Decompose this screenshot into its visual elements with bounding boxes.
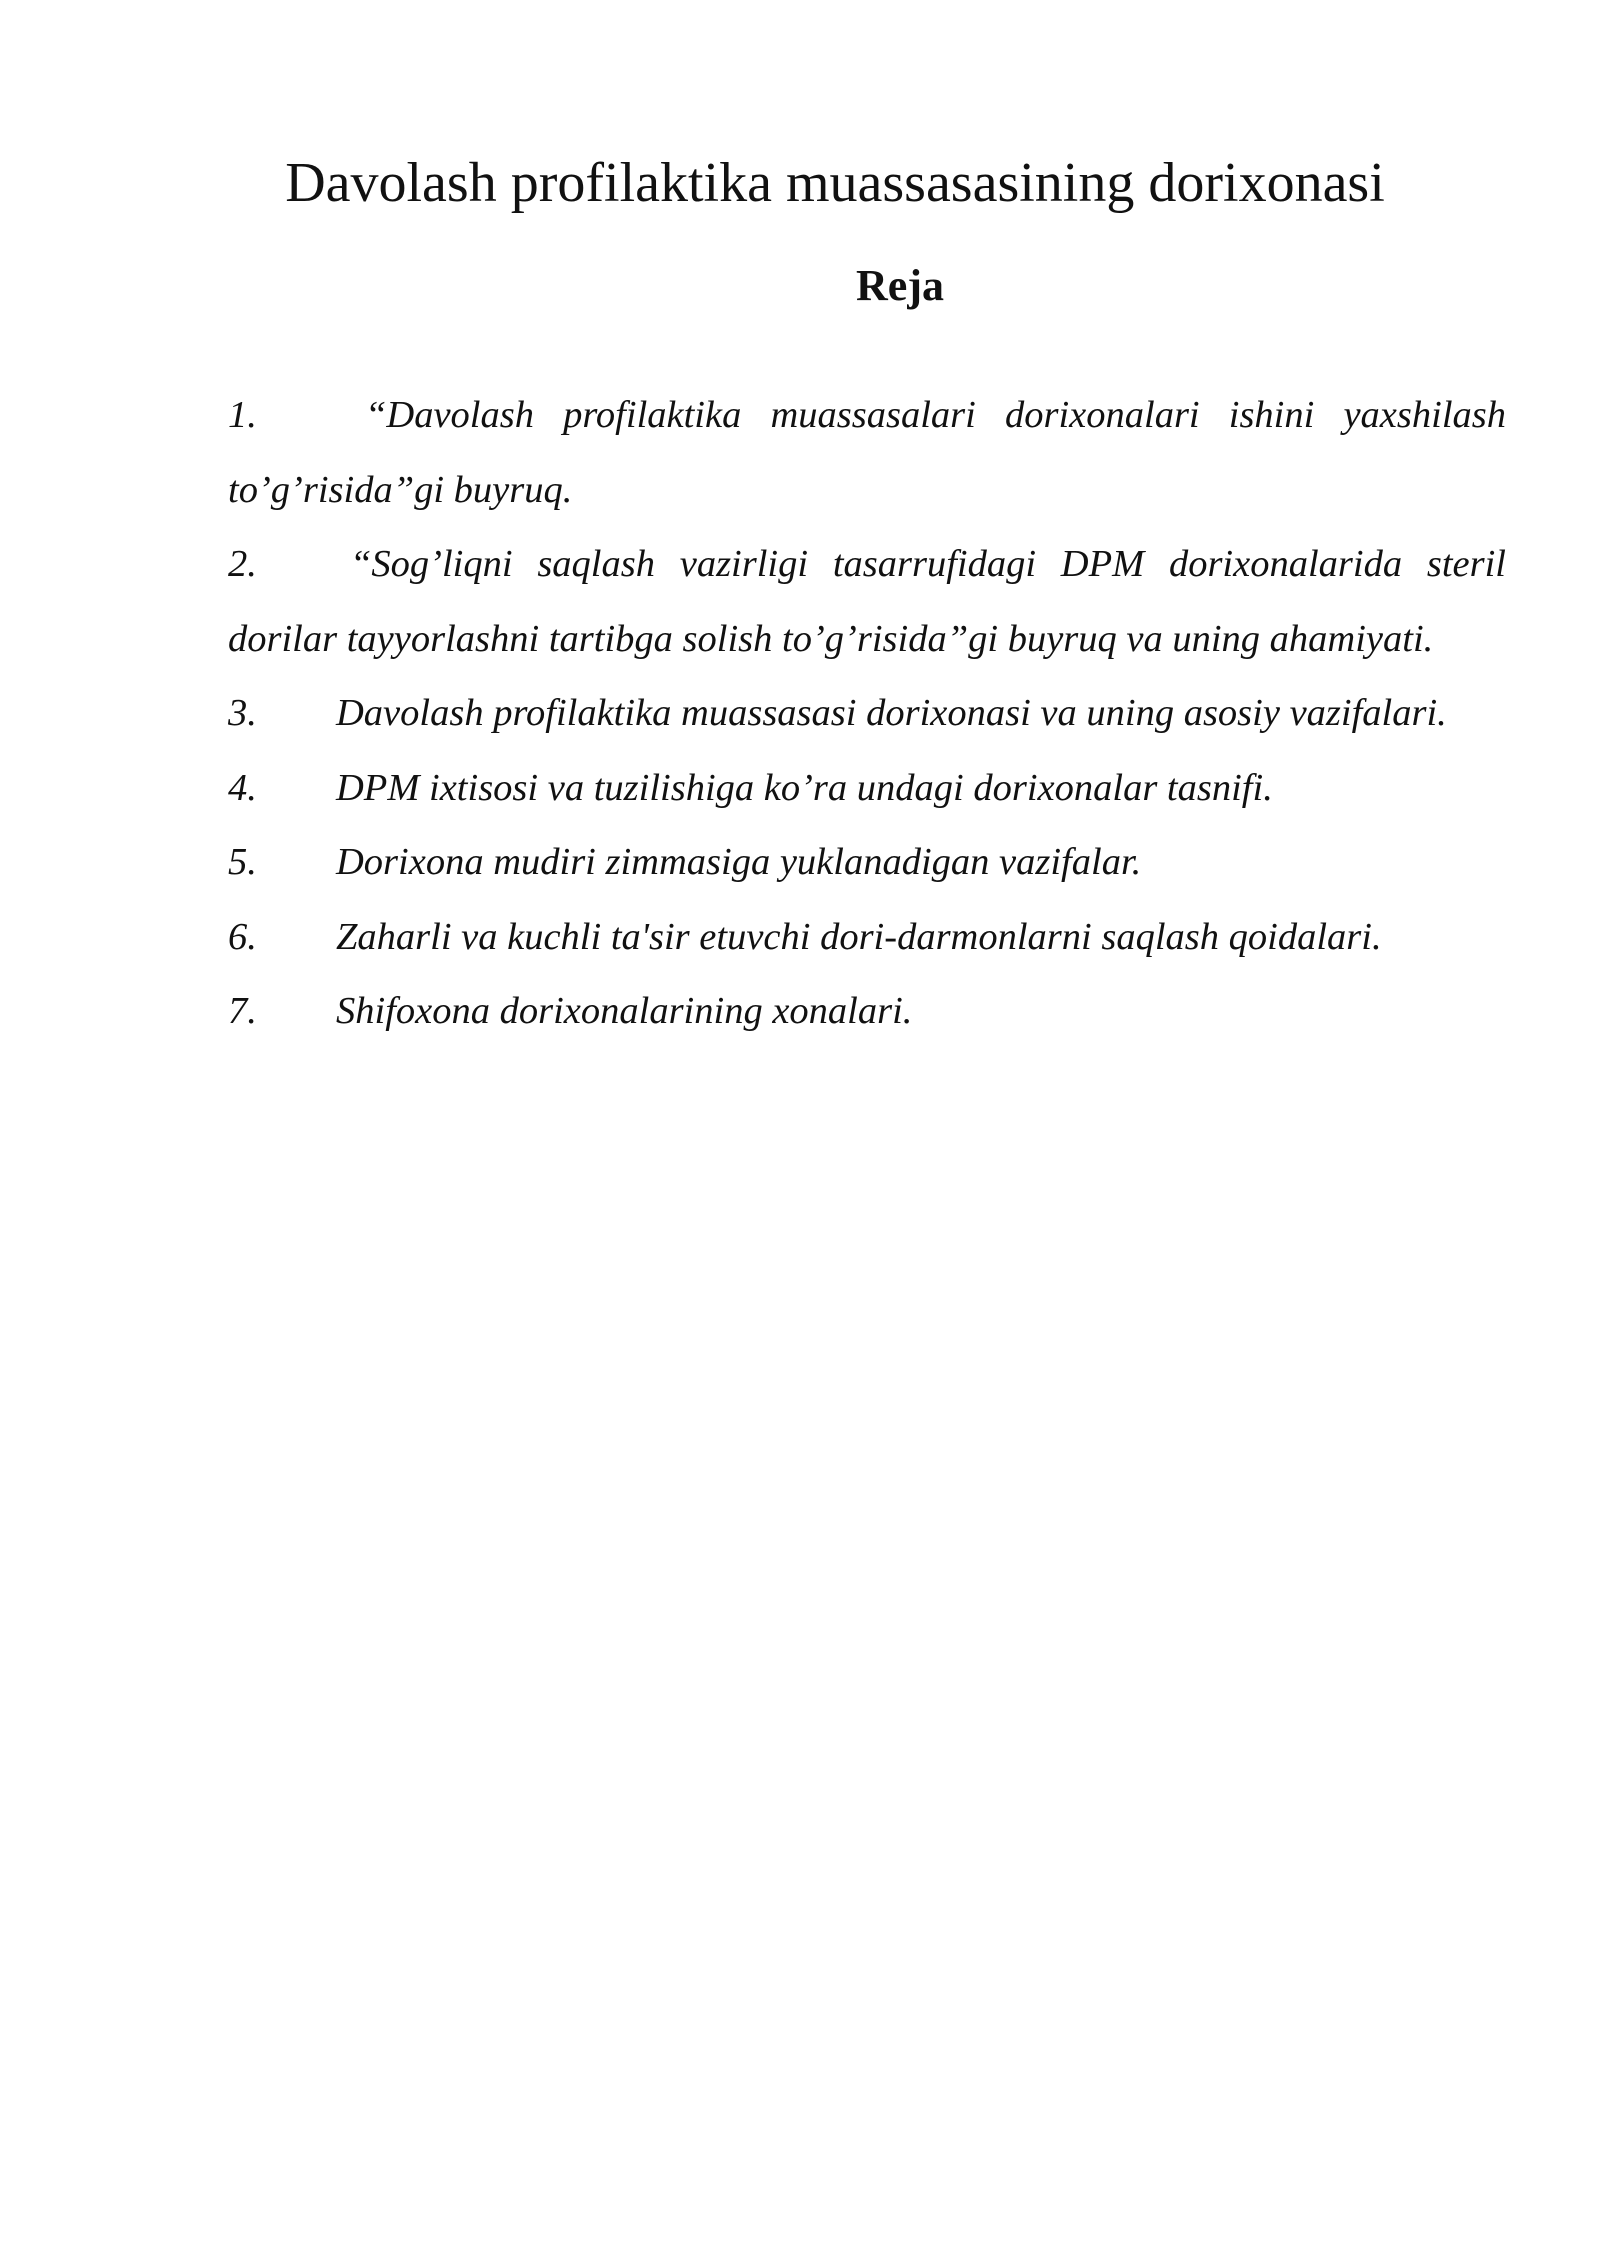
plan-item-number: 7. (228, 990, 257, 1032)
plan-item (228, 974, 1506, 1049)
plan-item (228, 378, 1506, 527)
plan-item-number: 2. (228, 543, 257, 585)
plan-item (228, 527, 1506, 676)
plan-item-text: “Davolash profilaktika muassasalari dorixonalari ishini yaxshilash to’g’risida”gi buyruq. (228, 394, 1506, 511)
document-title: Davolash profilaktika muassasasining dorixonasi (285, 152, 1385, 214)
plan-item-number: 5. (228, 841, 257, 883)
plan-item (228, 900, 1506, 975)
plan-list (228, 378, 1506, 1049)
plan-item (228, 751, 1506, 826)
plan-item-text: “Sog’liqni saqlash vazirligi tasarrufidagi DPM dorixonalarida steril dorilar tayyorlashni tartibga solish to’g’risida”gi buyruq va uning ahamiyati. (228, 543, 1506, 660)
plan-item-number: 1. (228, 394, 257, 436)
plan-item (228, 676, 1506, 751)
plan-item-text: Shifoxona dorixonalarining xonalari. (336, 990, 913, 1032)
plan-heading: Reja (856, 261, 944, 310)
plan-item-text: Davolash profilaktika muassasasi dorixonasi va uning asosiy vazifalari. (336, 692, 1447, 734)
plan-item-text: Zaharli va kuchli ta'sir etuvchi dori-darmonlarni saqlash qoidalari. (336, 915, 1382, 958)
plan-item-text: Dorixona mudiri zimmasiga yuklanadigan vazifalar. (336, 841, 1142, 883)
plan-item-number: 4. (228, 766, 257, 809)
plan-item-text: DPM ixtisosi va tuzilishiga ko’ra undagi dorixonalar tasnifi. (336, 766, 1273, 809)
plan-item-number: 3. (228, 692, 257, 734)
plan-item-number: 6. (228, 915, 257, 958)
plan-item (228, 825, 1506, 900)
